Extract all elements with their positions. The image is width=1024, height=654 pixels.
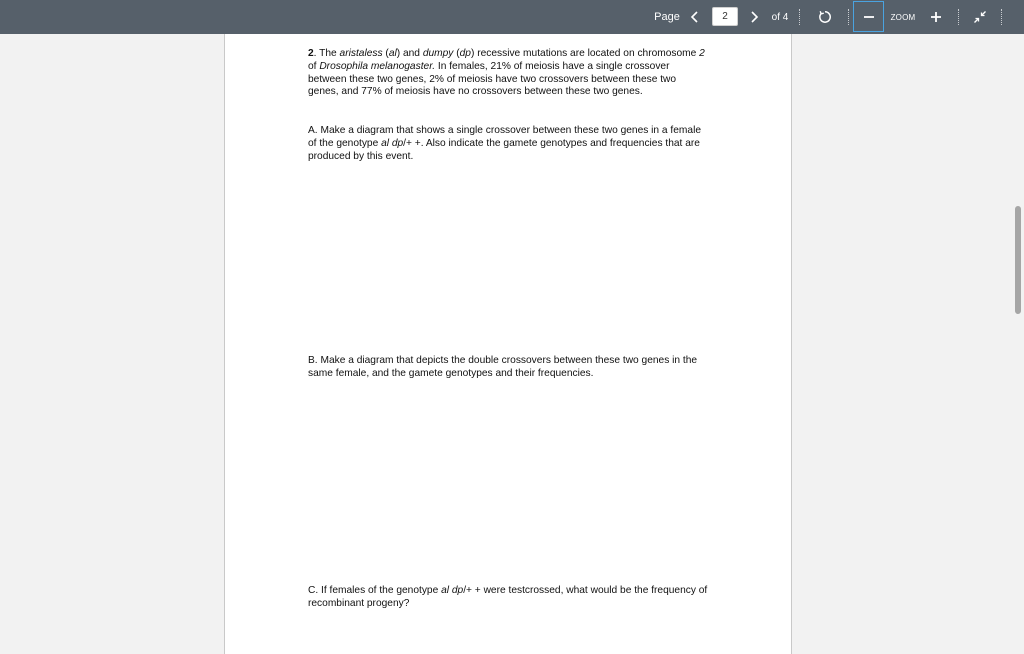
next-page-button[interactable] xyxy=(745,0,763,34)
text-span: ) recessive mutations are located on chromosome xyxy=(470,48,700,59)
page-number-input[interactable] xyxy=(712,7,738,26)
document-page xyxy=(224,34,792,654)
chromosome-number: 2 xyxy=(699,48,705,59)
gene-name: dumpy xyxy=(422,48,454,59)
text-span: ( xyxy=(382,48,389,59)
species-name: Drosophila melanogaster. xyxy=(319,60,436,72)
genotype: al dp xyxy=(441,585,464,596)
vertical-scrollbar[interactable] xyxy=(1013,34,1024,640)
viewer-toolbar xyxy=(0,0,1024,34)
plus-icon xyxy=(930,11,942,23)
rotate-icon xyxy=(817,9,833,25)
text-span: . The xyxy=(313,48,340,59)
toolbar-divider xyxy=(958,9,959,25)
text-span: B. Make a diagram that depicts the double crossovers between these two genes in the same female, and the gamete genotypes and their frequencies. xyxy=(308,355,698,379)
previous-page-button[interactable] xyxy=(686,0,704,34)
chevron-right-icon xyxy=(749,10,759,24)
zoom-in-button[interactable] xyxy=(926,0,946,34)
gene-symbol: dp xyxy=(459,48,471,59)
fit-to-page-button[interactable] xyxy=(970,0,990,34)
chevron-left-icon xyxy=(690,10,700,24)
zoom-out-button[interactable] xyxy=(853,1,884,32)
toolbar-divider xyxy=(1001,9,1002,25)
zoom-label: ZOOM xyxy=(890,12,916,22)
question-2b xyxy=(308,355,708,381)
question-2c xyxy=(308,585,708,611)
text-span: /+ +. Also indicate the gamete genotypes and frequencies that are produced by this event. xyxy=(308,137,700,162)
page-total-label: of 4 xyxy=(771,11,789,23)
text-span: /+ + were testcrossed, what would be the frequency of recombinant progeny? xyxy=(308,585,708,609)
toolbar-divider xyxy=(799,9,800,25)
rotate-button[interactable] xyxy=(814,0,836,34)
scrollbar-thumb[interactable] xyxy=(1015,206,1021,314)
text-span: ) and xyxy=(396,48,423,59)
gene-symbol: al xyxy=(388,48,397,59)
question-2-intro xyxy=(308,48,708,99)
text-span: A. Make a diagram that shows a single crossover between these two genes in a female of the genotype xyxy=(308,125,701,149)
question-2a xyxy=(308,125,708,163)
page-label: Page xyxy=(654,11,680,23)
collapse-arrows-icon xyxy=(973,10,987,24)
genotype: al dp xyxy=(381,137,404,149)
text-span: In females, 21% of meiosis have a single crossover between these two genes, 2% of meiosis have two crossovers between these two genes, and 77% of meiosis have no crossovers between these two genes. xyxy=(308,60,677,98)
text-span: C. If females of the genotype xyxy=(308,585,442,596)
text-span: of xyxy=(308,60,320,72)
question-number: 2 xyxy=(308,48,314,59)
text-span: ( xyxy=(453,48,460,59)
toolbar-divider xyxy=(848,9,849,25)
minus-icon xyxy=(863,11,875,23)
gene-name: aristaless xyxy=(339,48,383,59)
